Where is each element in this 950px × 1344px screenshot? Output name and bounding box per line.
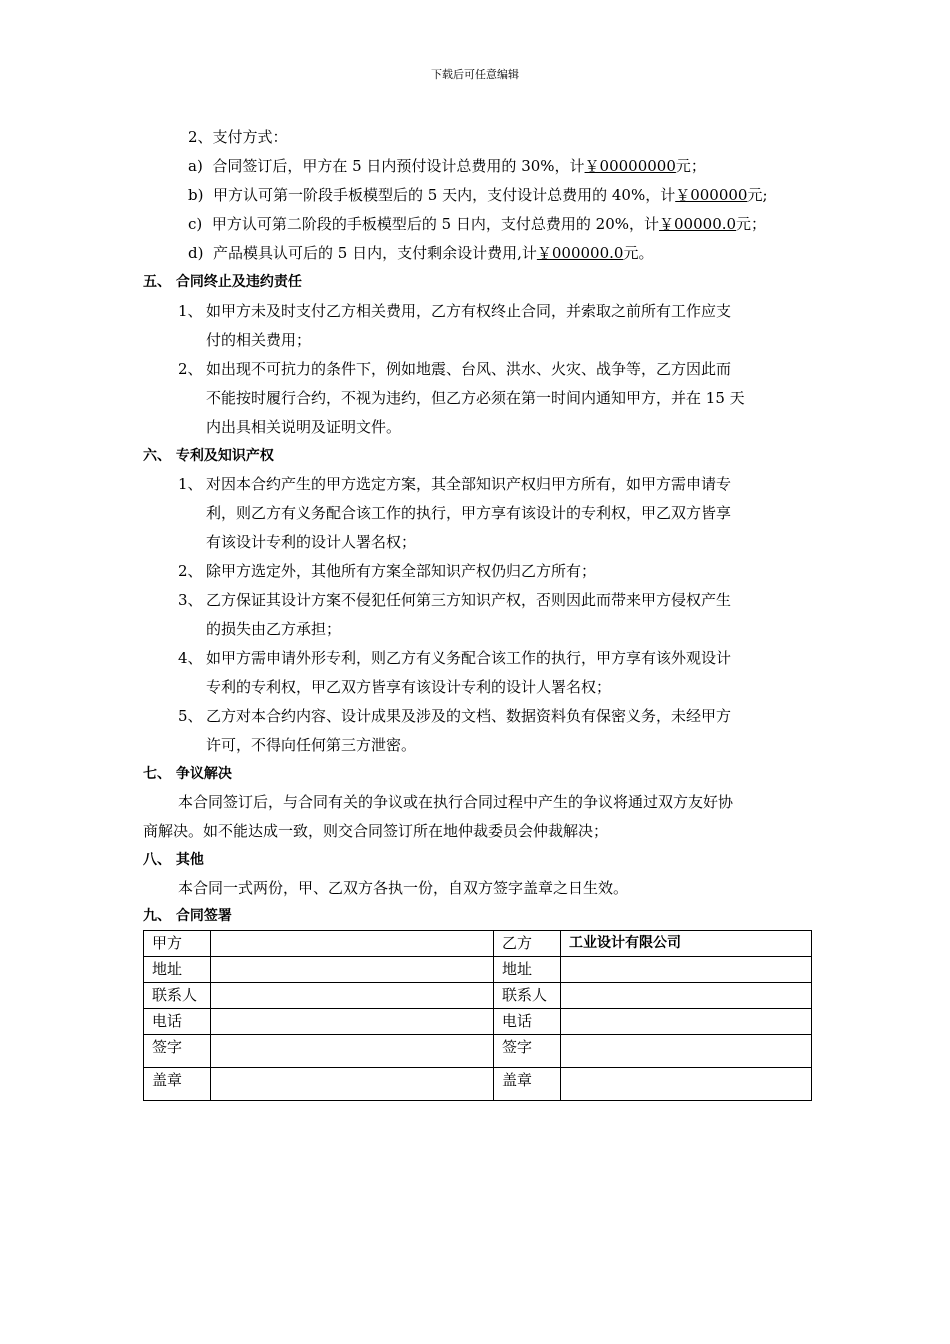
seal-value-b (561, 1068, 812, 1101)
list-number: 3、 (178, 591, 203, 609)
item-marker: d) (188, 244, 204, 262)
item-amount: ￥000000 (675, 186, 748, 204)
list-item-line: 除甲方选定外，其他所有方案全部知识产权仍归乙方所有； (206, 562, 597, 580)
list-item-line: 乙方对本合约内容、设计成果及涉及的文档、数据资料负有保密义务，未经甲方 (206, 707, 732, 725)
list-number: 4、 (178, 649, 203, 667)
contact-value-b (561, 983, 812, 1009)
party-a-label: 甲方 (144, 931, 211, 957)
seal-label-b: 盖章 (494, 1068, 561, 1101)
contact-label-a: 联系人 (144, 983, 211, 1009)
contact-value-a (211, 983, 494, 1009)
item-suffix: 元; (747, 186, 768, 204)
list-item-line: 许可，不得向任何第三方泄密。 (206, 736, 417, 754)
list-item-line: 如甲方未及时支付乙方相关费用，乙方有权终止合同，并索取之前所有工作应支 (206, 302, 732, 320)
list-number: 2、 (178, 562, 203, 580)
address-value-b (561, 957, 812, 983)
list-number: 2、 (178, 360, 203, 378)
item-amount: ￥00000000 (584, 157, 676, 175)
phone-value-b (561, 1009, 812, 1035)
section-6-heading: 六、 专利及知识产权 (143, 448, 274, 464)
item-amount: ￥00000.0 (659, 215, 737, 233)
list-item-line: 对因本合约产生的甲方选定方案，其全部知识产权归甲方所有，如甲方需申请专 (206, 475, 732, 493)
table-row (144, 1009, 812, 1035)
table-row (144, 1035, 812, 1068)
signature-table (143, 930, 812, 1101)
phone-value-a (211, 1009, 494, 1035)
item-marker: a) (188, 157, 203, 175)
party-b-label: 乙方 (494, 931, 561, 957)
section-5-heading: 五、 合同终止及违约责任 (143, 274, 302, 290)
table-row (144, 1068, 812, 1101)
list-number: 5、 (178, 707, 203, 725)
item-marker: b) (188, 186, 204, 204)
list-item-line: 如甲方需申请外形专利，则乙方有义务配合该工作的执行，甲方享有该外观设计 (206, 649, 732, 667)
payment-title: 2、支付方式： (188, 128, 288, 146)
list-item-line: 如出现不可抗力的条件下，例如地震、台风、洪水、火灾、战争等，乙方因此而 (206, 360, 732, 378)
address-label-a: 地址 (144, 957, 211, 983)
item-text: 产品模具认可后的 5 日内，支付剩余设计费用,计 (213, 244, 537, 262)
signature-value-b (561, 1035, 812, 1068)
section-8-heading: 八、 其他 (143, 852, 204, 868)
seal-value-a (211, 1068, 494, 1101)
paragraph-line: 本合同签订后，与合同有关的争议或在执行合同过程中产生的争议将通过双方友好协 (178, 793, 734, 811)
item-text: 甲方认可第一阶段手板模型后的 5 天内，支付设计总费用的 40%，计 (213, 186, 676, 204)
list-item-line: 有该设计专利的设计人署名权； (206, 533, 417, 551)
contact-label-b: 联系人 (494, 983, 561, 1009)
payment-item-b (188, 185, 768, 205)
table-row (144, 983, 812, 1009)
payment-item-c (188, 214, 766, 234)
item-suffix: 元； (675, 157, 706, 175)
signature-value-a (211, 1035, 494, 1068)
phone-label-a: 电话 (144, 1009, 211, 1035)
payment-item-a (188, 156, 706, 176)
section-7-heading: 七、 争议解决 (143, 766, 232, 782)
list-item-line: 内出具相关说明及证明文件。 (206, 418, 402, 436)
page-header: 下载后可任意编辑 (431, 68, 519, 81)
list-item-line: 付的相关费用； (206, 331, 312, 349)
item-marker: c) (188, 215, 203, 233)
item-text: 合同签订后，甲方在 5 日内预付设计总费用的 30%，计 (212, 157, 585, 175)
paragraph-line: 本合同一式两份，甲、乙双方各执一份，自双方签字盖章之日生效。 (178, 879, 629, 897)
paragraph-line: 商解决。如不能达成一致，则交合同签订所在地仲裁委员会仲裁解决； (143, 822, 609, 840)
signature-label-b: 签字 (494, 1035, 561, 1068)
list-item-line: 乙方保证其设计方案不侵犯任何第三方知识产权，否则因此而带来甲方侵权产生 (206, 591, 732, 609)
list-number: 1、 (178, 302, 203, 320)
section-9-heading: 九、 合同签署 (143, 908, 232, 924)
table-row (144, 931, 812, 957)
signature-label-a: 签字 (144, 1035, 211, 1068)
list-item-line: 不能按时履行合约，不视为违约，但乙方必须在第一时间内通知甲方，并在 15 天 (206, 389, 745, 407)
party-a-value (211, 931, 494, 957)
list-item-line: 利，则乙方有义务配合该工作的执行，甲方享有该设计的专利权，甲乙双方皆享 (206, 504, 732, 522)
item-text: 甲方认可第二阶段的手板模型后的 5 日内，支付总费用的 20%，计 (211, 215, 660, 233)
list-item-line: 专利的专利权，甲乙双方皆享有该设计专利的设计人署名权； (206, 678, 612, 696)
phone-label-b: 电话 (494, 1009, 561, 1035)
party-b-value: 工业设计有限公司 (561, 931, 812, 957)
seal-label-a: 盖章 (144, 1068, 211, 1101)
list-number: 1、 (178, 475, 203, 493)
item-suffix: 元； (736, 215, 767, 233)
address-value-a (211, 957, 494, 983)
list-item-line: 的损失由乙方承担； (206, 620, 342, 638)
item-amount: ￥000000.0 (536, 244, 624, 262)
table-row (144, 957, 812, 983)
address-label-b: 地址 (494, 957, 561, 983)
item-suffix: 元。 (623, 244, 654, 262)
payment-item-d (188, 243, 653, 263)
